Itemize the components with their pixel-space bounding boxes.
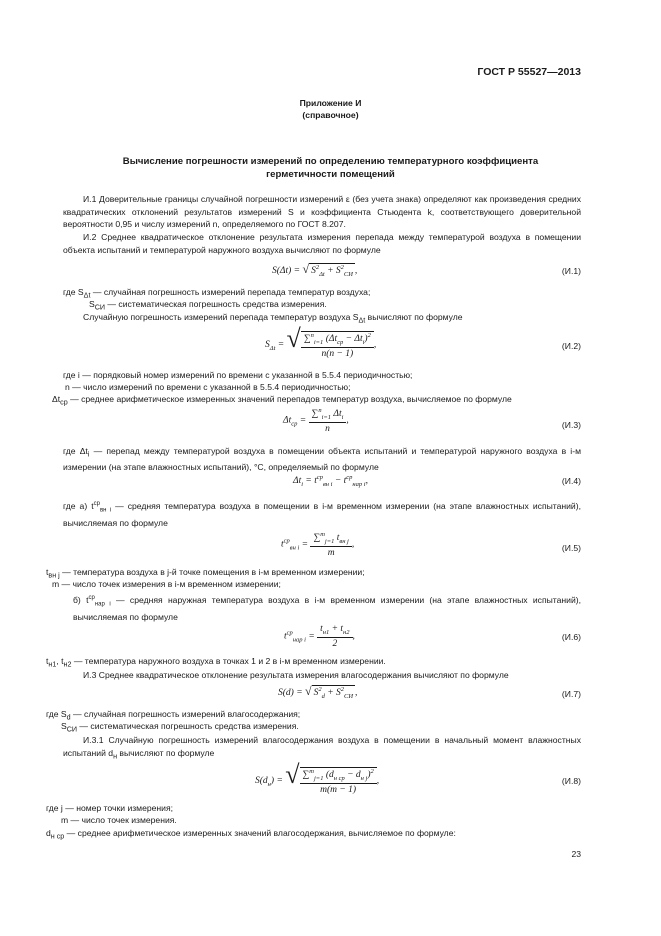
where-s-si: $S_{СИ}$ — систематическая погрешность средства измерения. xyxy=(89,299,327,312)
formula-number-i2: (И.2) xyxy=(561,341,581,351)
where-s-d: где $S_d$ — случайная погрешность измерений влагосодержания; xyxy=(46,709,301,722)
formula-i6: $t^{ср}_{нар i}$ = $\frac{t_{н1} + t_{н2}}{2}$ , xyxy=(284,624,355,649)
formula-i4: $\Delta t_i = t^{ср}_{вн i} - t^{ср}_{нар i}$, xyxy=(293,474,368,489)
paragraph-inner-temp: где а) $t^{ср}_{вн i}$ — средняя температура воздуха в помещении в i-м временном измерении (на этапе влажностных испытаний), вычисляемая по формуле xyxy=(63,500,581,529)
where-m-2: m — число точек измерения. xyxy=(61,815,177,825)
formula-i1: S(Δt) = √ $S^2_{\Delta t} + S^2_{СИ}$ , xyxy=(272,262,358,278)
formula-number-i3: (И.3) xyxy=(561,420,581,430)
paragraph-i1: И.1 Доверительные границы случайной погрешности измерений ε (без учета знака) определяют как произведения средних квадратических отклонений результатов измерений S и коэффициента Стьюдента k, соответствующего доверительной вероятности 0,95 и числу измерений n, определяемого по ГОСТ 8.207. xyxy=(63,194,581,230)
formula-i7: S(d) = √ $S^2_d + S^2_{СИ}$ , xyxy=(278,684,358,700)
paragraph-random-error: Случайную погрешность измерений перепада температур воздуха $S_{\Delta t}$ вычисляют по формуле xyxy=(83,312,463,325)
paragraph-i2: И.2 Среднее квадратическое отклонение результата измерения перепада между температурой воздуха в помещении объекта испытаний и температурой наружного воздуха вычисляют по формуле xyxy=(63,232,581,255)
formula-number-i5: (И.5) xyxy=(561,543,581,553)
formula-i2: $S_{\Delta t}$ = √ $\frac{\sum^n_{i=1} (\Delta t_{ср} - \Delta t_i)^2}{n(n - 1)}$ , xyxy=(265,324,377,359)
page-number: 23 xyxy=(571,849,581,859)
formula-number-i6: (И.6) xyxy=(561,632,581,642)
where-t-inner-j: $t_{вн j}$ — температура воздуха в j-й точке помещения в i-м временном измерении; xyxy=(46,567,365,580)
where-s-si-2: $S_{СИ}$ — систематическая погрешность средства измерения. xyxy=(61,721,299,734)
where-n: n — число измерений по времени с указанной в 5.5.4 периодичностью; xyxy=(65,382,351,392)
standard-number: ГОСТ Р 55527—2013 xyxy=(477,66,581,78)
appendix-subtitle: (справочное) xyxy=(302,110,359,120)
where-t-outer: $t_{н1}$, $t_{н2}$ — температура наружного воздуха в точках 1 и 2 в i-м временном измерении. xyxy=(46,656,386,669)
formula-i5: $t^{ср}_{вн i}$ = $\frac{\sum^m_{j=1} t_{вн j}}{m}$ , xyxy=(281,531,355,559)
paragraph-i3: И.3 Среднее квадратическое отклонение результата измерения влагосодержания вычисляют по формуле xyxy=(83,670,509,680)
where-d-avg: $d_{н ср}$ — среднее арифметическое измеренных значений влагосодержания, вычисляемое по формуле: xyxy=(46,828,456,841)
formula-number-i7: (И.7) xyxy=(561,689,581,699)
where-i: где i — порядковый номер измерений по времени с указанной в 5.5.4 периодичностью; xyxy=(63,370,413,380)
formula-number-i1: (И.1) xyxy=(561,266,581,276)
section-title-line1: Вычисление погрешности измерений по определению температурного коэффициента xyxy=(122,156,539,167)
formula-number-i4: (И.4) xyxy=(561,476,581,486)
paragraph-outer-temp: б) $t^{ср}_{нар i}$ — средняя наружная температура воздуха в i-м временном измерении (на этапе влажностных испытаний), вычисляемая по формуле xyxy=(73,594,581,623)
where-delta-t-avg: $\Delta t_{ср}$ — среднее арифметическое измеренных значений перепадов температур воздуха, вычисляемое по формуле xyxy=(52,394,512,407)
paragraph-i3-1: И.3.1 Случайную погрешность измерений влагосодержания воздуха в помещении в начальный момент влажностных испытаний $d_н$ вычисляют по формуле xyxy=(63,735,581,761)
where-s-delta-t: где $S_{\Delta t}$ — случайная погрешность измерений перепада температур воздуха; xyxy=(63,287,371,300)
formula-number-i8: (И.8) xyxy=(561,776,581,786)
formula-i3: $\Delta t_{ср}$ = $\frac{\sum^n_{i=1} \Delta t_i}{n}$ , xyxy=(283,407,349,435)
section-title-line2: герметичности помещений xyxy=(266,169,395,180)
where-j: где j — номер точки измерения; xyxy=(46,803,174,813)
paragraph-delta-t-i: где $\Delta t_i$ — перепад между температурой воздуха в помещении объекта испытаний и температурой наружного воздуха в i-м измерении (на этапе влажностных испытаний), °С, определяемый по формуле xyxy=(63,446,581,473)
appendix-title: Приложение И xyxy=(299,98,362,108)
where-m: m — число точек измерения в i-м временном измерении; xyxy=(52,579,281,589)
formula-i8: $S(d_н)$ = √ $\frac{\sum^m_{j=1} (d_{н ср} - d_{н j})^2}{m(m - 1)}$ , xyxy=(255,760,380,795)
